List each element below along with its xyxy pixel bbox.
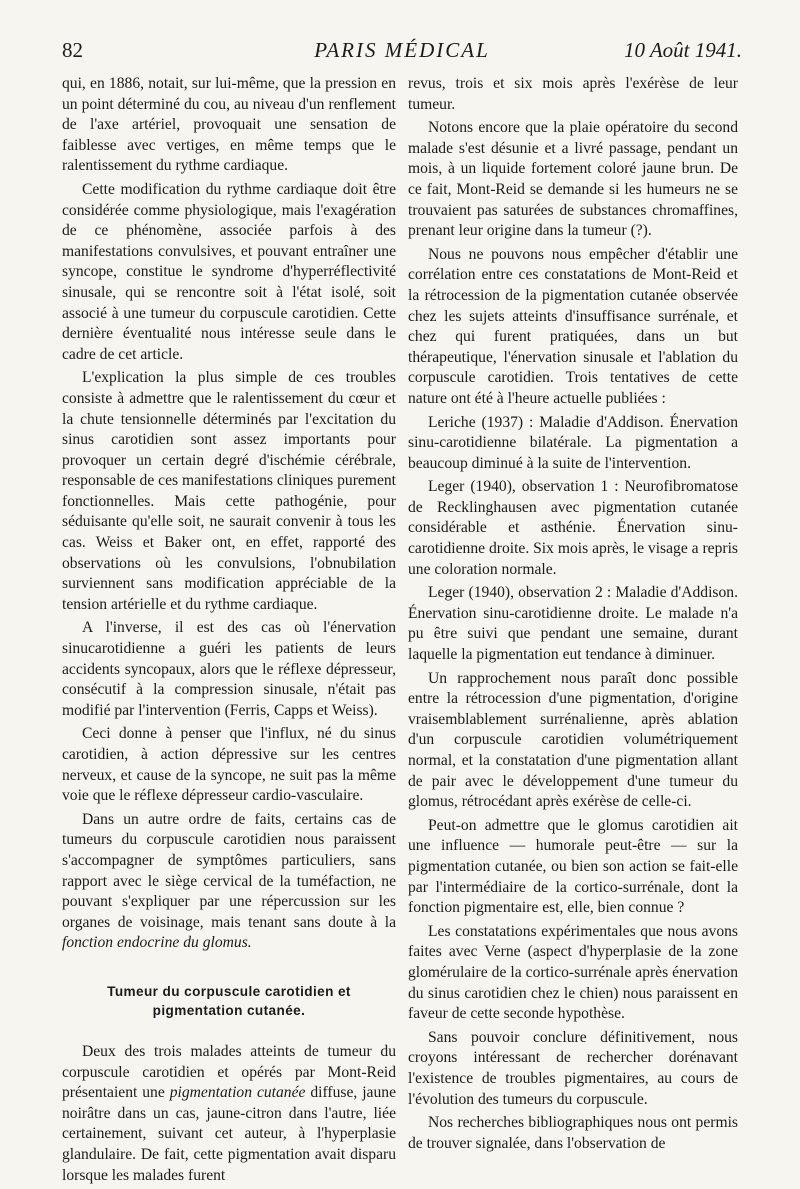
paragraph: Leger (1940), observation 2 : Maladie d'Addison. Énervation sinu-carotidienne droite. Le malade n'a pu être suivi que pendant une semaine, durant laquelle la pigmentation eut tendance à diminuer.	[408, 584, 738, 664]
paragraph: Un rapprochement nous paraît donc possible entre la rétrocession d'une pigmentation, d'origine vraisemblablement surrénalienne, après ablation d'un corpuscule carotidien volumétriquement normal, et la constatation d'une pigmentation allant de pair avec le développement d'une tumeur du glomus, rétrocédant après exérèse de celle-ci.	[408, 669, 738, 811]
page-number: 82	[62, 38, 83, 62]
section-heading: Tumeur du corpuscule carotidien et pigmentation cutanée.	[107, 983, 351, 1018]
paragraph	[62, 810, 396, 954]
paragraph: qui, en 1886, notait, sur lui-même, que la pression en un point déterminé du cou, au niveau d'un renflement de l'axe artériel, provoquait une sensation de faiblesse avec vertiges, en même temps que le ralentissement du rythme cardiaque.	[62, 75, 396, 175]
paragraph: Notons encore que la plaie opératoire du second malade s'est désunie et a livré passage, pendant un mois, à un liquide fortement coloré jaune brun. De ce fait, Mont-Reid se demande si les humeurs ne se trouvaient pas saturées de substances chromaffines, prenant leur origine dans la tumeur (?).	[408, 119, 738, 240]
paragraph: L'explication la plus simple de ces troubles consiste à admettre que le ralentissement du cœur et la chute tensionnelle déterminés par l'excitation du sinus carotidien sont assez importants pour provoquer un certain degré d'ischémie cérébrale, responsable de ces manifestations cliniques purement fonctionnelles. Mais cette pathogénie, pour séduisante qu'elle soit, ne saurait convenir à tous les cas. Weiss et Baker ont, en effet, rapporté des observations où les convulsions, l'obnubilation surviennent sans modification appréciable de la tension artérielle et du rythme cardiaque.	[62, 369, 396, 613]
paragraph: revus, trois et six mois après l'exérèse de leur tumeur.	[408, 75, 738, 113]
right-column	[408, 74, 738, 1157]
paragraph: Les constatations expérimentales que nous avons faites avec Verne (aspect d'hyperplasie de la zone glomérulaire de la cortico-surrénale après énervation du sinus carotidien chez le chien) nous paraissent en faveur de cette seconde hypothèse.	[408, 922, 738, 1023]
paragraph-text: diffuse, jaune noirâtre dans un cas, jaune-citron dans l'autre, liée certainement, suivant cet auteur, à l'hyperplasie glandulaire. De fait, cette pigmentation avait disparu lorsque les malades furent	[62, 1084, 396, 1184]
paragraph-text: Deux des trois malades atteints de tumeur du corpuscule carotidien et opérés par Mont-Reid présentaient une	[62, 1042, 396, 1102]
paragraph	[62, 1042, 396, 1186]
paragraph: Sans pouvoir conclure définitivement, nous croyons intéressant de rechercher dorénavant l'existence de troubles pigmentaires, au cours de l'évolution des tumeurs du corpuscule.	[408, 1028, 738, 1108]
left-column	[62, 74, 396, 1189]
page-header	[62, 38, 742, 70]
paragraph: Leriche (1937) : Maladie d'Addison. Énervation sinu-carotidienne bilatérale. La pigmentation a beaucoup diminué à la suite de l'intervention.	[408, 413, 738, 472]
paragraph: A l'inverse, il est des cas où l'énervation sinucarotidienne a guéri les patients de leurs accidents syncopaux, alors que le réflexe dépresseur, consécutif à la compression sinusale, n'était pas modifié par l'intervention (Ferris, Capps et Weiss).	[62, 619, 396, 719]
paragraph-text: Dans un autre ordre de faits, certains cas de tumeurs du corpuscule carotidien nous paraissent s'accompagner de symptômes particuliers, sans rapport avec le siège cervical de la tuméfaction, ne pouvant s'expliquer par une répercussion sur les organes de voisinage, mais tenant sans doute à la	[62, 810, 396, 931]
paragraph: Leger (1940), observation 1 : Neurofibromatose de Recklinghausen avec pigmentation cutanée considérable et asthénie. Énervation sinu-carotidienne droite. Six mois après, le visage a repris une coloration normale.	[408, 478, 738, 578]
paragraph: Nous ne pouvons nous empêcher d'établir une corrélation entre ces constatations de Mont-Reid et la rétrocession de la pigmentation cutanée observée chez les sujets atteints d'insuffisance surrénale, et chez qui furent pratiquées, dans un but thérapeutique, l'énervation sinusale et l'ablation du corpuscule carotidien. Trois tentatives de cette nature ont été à l'heure actuelle publiées :	[408, 245, 738, 407]
paragraph: Nos recherches bibliographiques nous ont permis de trouver signalée, dans l'observation de	[408, 1114, 738, 1152]
journal-title: PARIS MÉDICAL	[314, 38, 490, 62]
italic-phrase: pigmentation cutanée	[169, 1084, 306, 1102]
paragraph: Cette modification du rythme cardiaque doit être considérée comme physiologique, mais l'exagération de ce phénomène, associée parfois à des manifestations convulsives, et pouvant entraîner une syncope, constitue le syndrome d'hyperréflectivité sinusale, qui se rencontre soit à l'état isolé, soit associé à une tumeur du corpuscule carotidien. Cette dernière éventualité nous intéresse seule dans le cadre de cet article.	[62, 180, 396, 363]
paragraph: Peut-on admettre que le glomus carotidien ait une influence — humorale peut-être — sur la pigmentation cutanée, ou bien son action se fait-elle par l'intermédiaire de la cortico-surrénale, dont la fonction pigmentaire est, elle, bien connue ?	[408, 816, 738, 917]
paragraph: Ceci donne à penser que l'influx, né du sinus carotidien, à action dépressive sur les centres nerveux, et cause de la syncope, ne suit pas la même voie que le réflexe dépresseur cardio-vasculaire.	[62, 725, 396, 805]
issue-date: 10 Août 1941.	[623, 38, 742, 62]
italic-phrase: fonction endocrine du glomus.	[62, 934, 252, 952]
